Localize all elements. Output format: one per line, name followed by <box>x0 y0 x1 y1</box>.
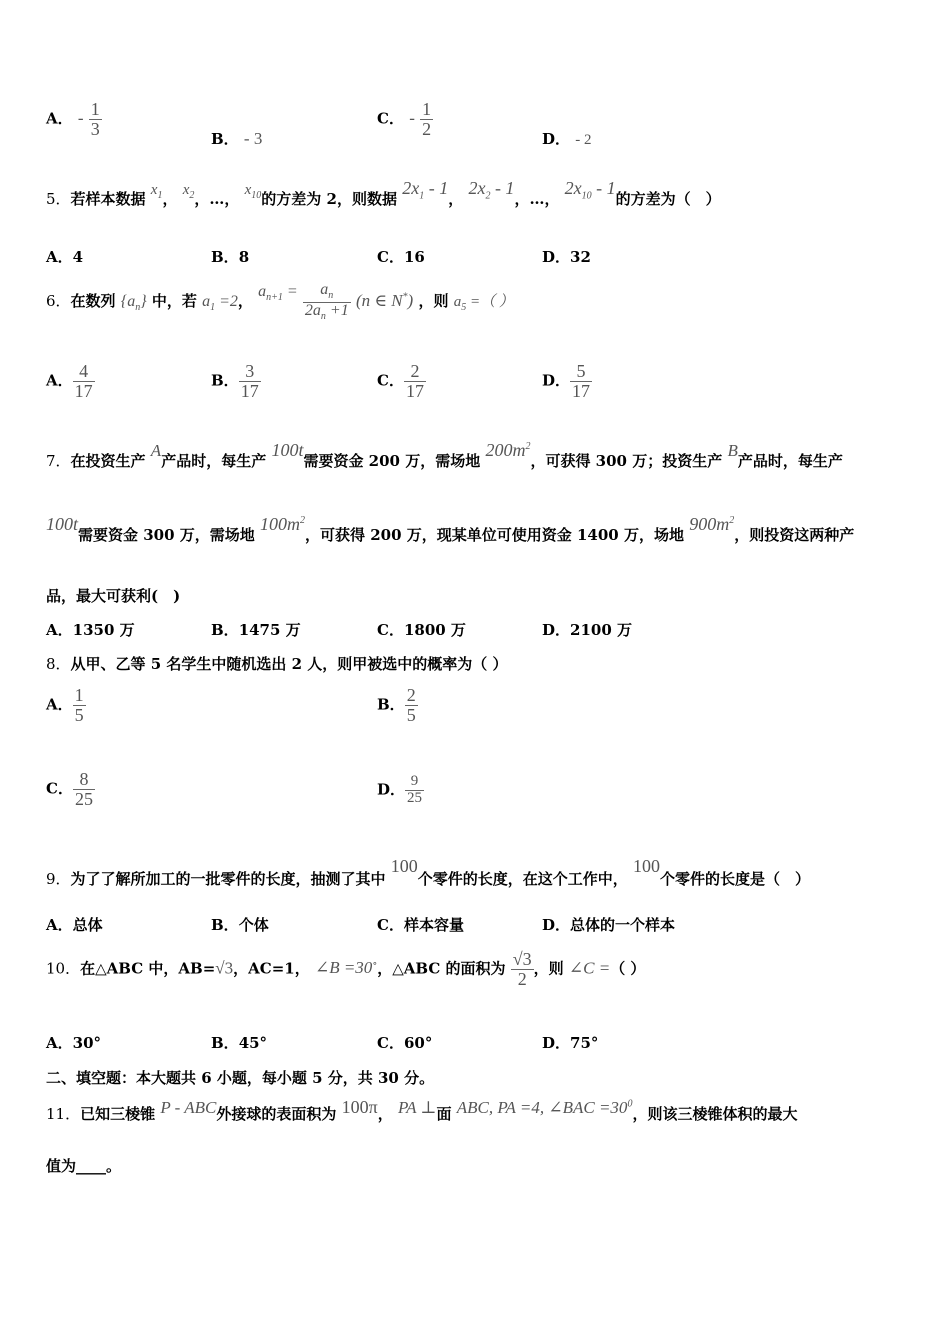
q10-option-b[interactable]: B．45° <box>211 1034 268 1052</box>
section-2-title: 二、填空题：本大题共 6 小题，每小题 5 分，共 30 分。 <box>46 1069 435 1087</box>
q4-option-a[interactable]: A． - $\frac{1}{3}$ <box>46 99 100 139</box>
q8-option-c[interactable]: C． $\frac{8}{25}$ <box>46 769 93 809</box>
q4-option-c[interactable]: C． - $\frac{1}{2}$ <box>377 99 432 139</box>
q8-option-a[interactable]: A． $\frac{1}{5}$ <box>46 685 84 725</box>
question-7-line-1: 7．在投资生产 A产品时，每生产 100t需要资金 200 万，需场地 $200m^2$，可获得 300 万；投资生产 B产品时，每生产 <box>46 440 843 470</box>
question-11-line-2: 值为____。 <box>46 1157 122 1175</box>
q4-option-d[interactable]: D． - 2 <box>542 130 592 148</box>
q10-option-d[interactable]: D．75° <box>542 1034 599 1052</box>
q10-option-c[interactable]: C．60° <box>377 1034 433 1052</box>
q9-option-d[interactable]: D．总体的一个样本 <box>542 916 676 934</box>
q9-option-b[interactable]: B．个体 <box>211 916 269 934</box>
area-fraction: $\frac{√3}{2}$ <box>512 949 532 989</box>
q6-option-d[interactable]: D． $\frac{5}{17}$ <box>542 361 591 401</box>
fraction: $\frac{1}{3}$ <box>90 99 100 139</box>
q9-option-a[interactable]: A．总体 <box>46 916 103 934</box>
question-7-line-2: 100t需要资金 300 万，需场地 $100m^2$，可获得 200 万，现某单位可使用资金 1400 万，场地 $900m^2$，则投资这两种产 <box>46 514 855 544</box>
q4-option-b[interactable]: B． - 3 <box>211 129 263 148</box>
question-10: 10．在△ABC 中，AB=√3，AC=1， ∠B =30∘，△ABC 的面积为 $\frac{√3}{2}$ ，则 ∠C =（ ） <box>46 949 646 989</box>
q5-option-b[interactable]: B．8 <box>211 248 250 266</box>
q9-option-c[interactable]: C．样本容量 <box>377 916 464 934</box>
question-8: 8．从甲、乙等 5 名学生中随机选出 2 人，则甲被选中的概率为（ ） <box>46 655 508 673</box>
q5-option-c[interactable]: C．16 <box>377 248 425 266</box>
q8-option-d[interactable]: D． $\frac{9}{25}$ <box>377 773 423 806</box>
question-5: 5．若样本数据 $x_1$， $x_2$，…， $x_{10}$的方差为 2，则数据 $2x_1 - 1$， $2x_2 - 1$，…， $2x_{10} - 1$的方差为（ ） <box>46 178 721 208</box>
q6-option-a[interactable]: A． $\frac{4}{17}$ <box>46 361 93 401</box>
q8-option-b[interactable]: B． $\frac{2}{5}$ <box>377 685 416 725</box>
q7-option-a[interactable]: A．1350 万 <box>46 621 135 639</box>
question-6: 6．在数列 $\{a_n\}$ 中，若 $a_1 =2$， $a_{n+1}$ = $\frac{a_n}{2a_n +1}$ (n ∈ N*) ，则 $a_5$ =（ ） <box>46 281 514 322</box>
fraction: $\frac{1}{2}$ <box>422 99 432 139</box>
question-9: 9．为了了解所加工的一批零件的长度，抽测了其中 100个零件的长度，在这个工作中， 100个零件的长度是（ ） <box>46 856 811 888</box>
q5-option-a[interactable]: A．4 <box>46 248 84 266</box>
q7-option-b[interactable]: B．1475 万 <box>211 621 301 639</box>
q10-option-a[interactable]: A．30° <box>46 1034 102 1052</box>
q5-option-d[interactable]: D．32 <box>542 248 591 266</box>
q6-option-c[interactable]: C． $\frac{2}{17}$ <box>377 361 424 401</box>
question-11-line-1: 11．已知三棱锥 P - ABC外接球的表面积为 100π， PA ⊥面 ABC, PA =4, ∠BAC $=30^0$，则该三棱锥体积的最大 <box>46 1097 798 1123</box>
q7-option-d[interactable]: D．2100 万 <box>542 621 632 639</box>
q7-option-c[interactable]: C．1800 万 <box>377 621 466 639</box>
recurrence-fraction: $\frac{a_n}{2a_n +1}$ <box>304 281 349 322</box>
q6-option-b[interactable]: B． $\frac{3}{17}$ <box>211 361 259 401</box>
question-7-line-3: 品，最大可获利( ) <box>46 587 181 605</box>
